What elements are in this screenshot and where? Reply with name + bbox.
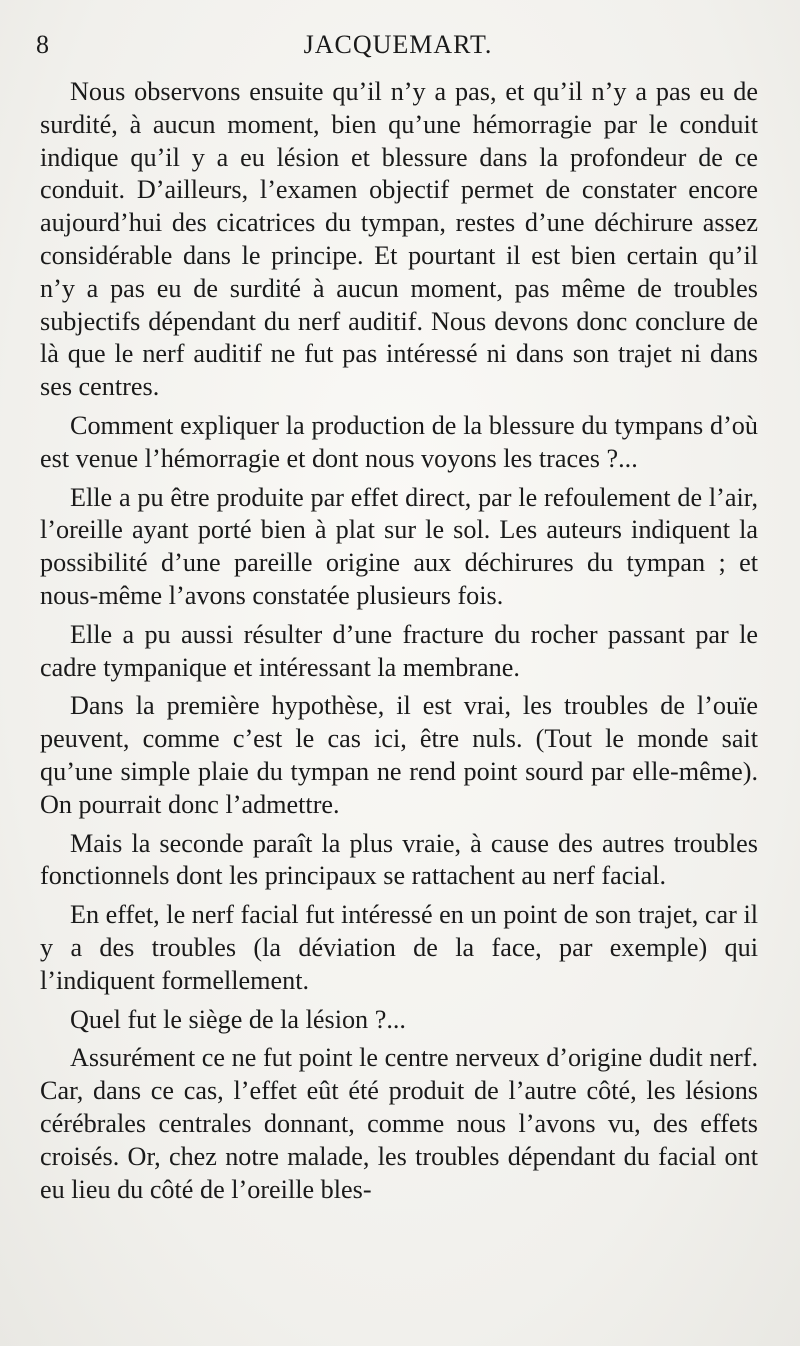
paragraph: Nous observons ensuite qu’il n’y a pas, et qu’il n’y a pas eu de surdité, à aucun moment, bien qu’une hémorragie par le conduit indique qu’il y a eu lésion et blessure dans la profondeur de ce conduit. D’ailleurs, l’examen objectif permet de constater encore aujourd’hui des cicatrices du tympan, restes d’une déchirure assez considérable dans le principe. Et pourtant il est bien certain qu’il n’y a pas eu de surdité à aucun moment, pas même de troubles subjectifs dépendant du nerf auditif. Nous devons donc conclure de là que le nerf auditif ne fut pas intéressé ni dans son trajet ni dans ses centres. xyxy=(40,77,758,402)
page-number: 8 xyxy=(36,30,50,59)
paragraph: Quel fut le siège de la lésion ?... xyxy=(70,1004,406,1034)
paragraph: En effet, le nerf facial fut intéressé en un point de son trajet, car il y a des troubles (la déviation de la face, par exemple) qui l’indiquent formellement. xyxy=(40,900,758,995)
body-text xyxy=(40,76,758,1206)
paragraph: Elle a pu aussi résulter d’une fracture du rocher passant par le cadre tympanique et intéressant la membrane. xyxy=(40,619,758,682)
page-header xyxy=(36,30,760,70)
paragraph: Comment expliquer la production de la blessure du tympans d’où est venue l’hémorragie et dont nous voyons les traces ?... xyxy=(40,410,758,473)
paragraph: Elle a pu être produite par effet direct, par le refoulement de l’air, l’oreille ayant porté bien à plat sur le sol. Les auteurs indiquent la possibilité d’une pareille origine aux déchirures du tympan ; et nous-même l’avons constatée plusieurs fois. xyxy=(40,482,758,610)
paragraph: Dans la première hypothèse, il est vrai, les troubles de l’ouïe peuvent, comme c’est le cas ici, être nuls. (Tout le monde sait qu’une simple plaie du tympan ne rend point sourd par elle-même). On pourrait donc l’admettre. xyxy=(40,691,758,819)
paragraph: Assurément ce ne fut point le centre nerveux d’origine dudit nerf. Car, dans ce cas, l’effet eût été produit de l’autre côté, les lésions cérébrales centrales donnant, comme nous l’avons vu, des effets croisés. Or, chez notre malade, les troubles dépendant du facial ont eu lieu du côté de l’oreille bles- xyxy=(40,1043,758,1204)
paragraph: Mais la seconde paraît la plus vraie, à cause des autres troubles fonctionnels dont les principaux se rattachent au nerf facial. xyxy=(40,828,758,891)
running-head: JACQUEMART. xyxy=(303,30,493,59)
